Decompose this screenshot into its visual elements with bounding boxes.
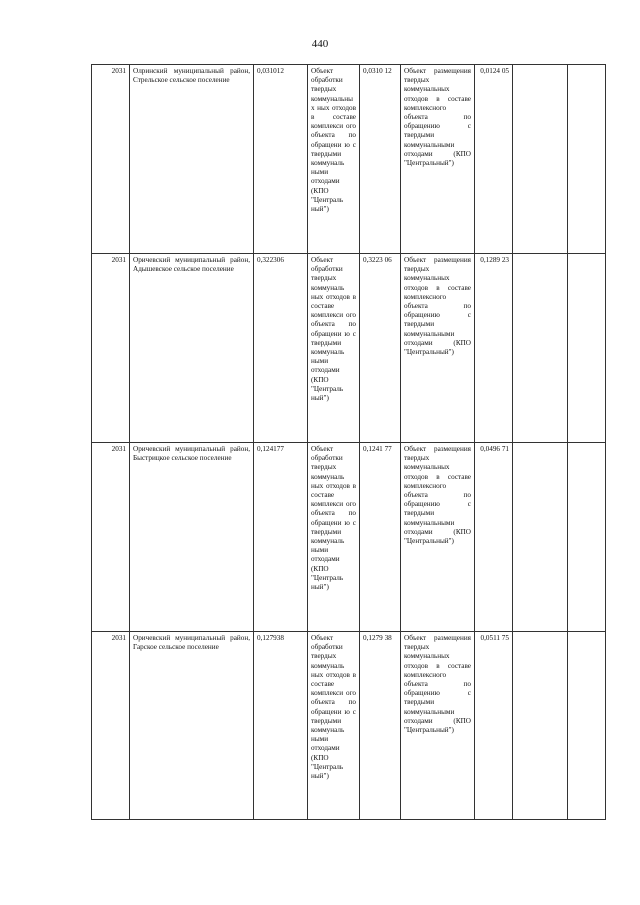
table-row — [92, 632, 606, 820]
empty-cell — [513, 443, 568, 632]
territory-cell: Оричевский муниципальный район, Гарское сельское поселение — [130, 632, 254, 820]
value1-cell: 0,031012 — [254, 65, 308, 254]
year-cell: 2031 — [92, 632, 130, 820]
value3-cell: 0,0496 71 — [475, 443, 513, 632]
value2-cell: 0,1241 77 — [360, 443, 401, 632]
empty-cell — [568, 443, 606, 632]
page-number: 440 — [311, 38, 329, 50]
empty-cell — [568, 65, 606, 254]
empty-cell — [513, 254, 568, 443]
object2-cell: Объект размещения твердых коммунальных отходов в составе комплексного объекта по обращению с твердыми коммунальными отходами (КПО "Центральный") — [401, 65, 475, 254]
object1-cell: Объект обработки твердых коммуналь ных отходов в составе комплекси ого объекта по обращени ю с твердыми коммуналь ными отходами (КПО "Централь ный") — [308, 443, 360, 632]
empty-cell — [568, 632, 606, 820]
territory-cell: Оричевский муниципальный район, Адышевское сельское поселение — [130, 254, 254, 443]
year-cell: 2031 — [92, 254, 130, 443]
object1-cell: Объект обработки твердых коммуналь ных отходов в составе комплекси ого объекта по обращени ю с твердыми коммуналь ными отходами (КПО "Централь ный") — [308, 254, 360, 443]
value3-cell: 0,0124 05 — [475, 65, 513, 254]
value1-cell: 0,127938 — [254, 632, 308, 820]
object1-cell: Объект обработки твердых коммуналь ных отходов в составе комплекси ого объекта по обращени ю с твердыми коммуналь ными отходами (КПО "Централь ный") — [308, 632, 360, 820]
data-table — [91, 64, 606, 820]
empty-cell — [513, 65, 568, 254]
table-row — [92, 443, 606, 632]
table-row — [92, 254, 606, 443]
value1-cell: 0,322306 — [254, 254, 308, 443]
empty-cell — [513, 632, 568, 820]
object2-cell: Объект размещения твердых коммунальных отходов в составе комплексного объекта по обращению с твердыми коммунальными отходами (КПО "Центральный") — [401, 632, 475, 820]
territory-cell: Олринский муниципальный район, Стрельское сельское поселение — [130, 65, 254, 254]
value3-cell: 0,0511 75 — [475, 632, 513, 820]
year-cell: 2031 — [92, 443, 130, 632]
object1-cell: Объект обработки твердых коммунальных ных отходов в составе комплекси ого объекта по обращени ю с твердыми коммуналь ными отходами (КПО "Централь ный") — [308, 65, 360, 254]
value1-cell: 0,124177 — [254, 443, 308, 632]
value2-cell: 0,3223 06 — [360, 254, 401, 443]
territory-cell: Оричевский муниципальный район, Быстрицкое сельское поселение — [130, 443, 254, 632]
year-cell: 2031 — [92, 65, 130, 254]
object2-cell: Объект размещения твердых коммунальных отходов в составе комплексного объекта по обращению с твердыми коммунальными отходами (КПО "Центральный") — [401, 443, 475, 632]
value2-cell: 0,1279 38 — [360, 632, 401, 820]
object2-cell: Объект размещения твердых коммунальных отходов в составе комплексного объекта по обращению с твердыми коммунальными отходами (КПО "Центральный") — [401, 254, 475, 443]
empty-cell — [568, 254, 606, 443]
value2-cell: 0,0310 12 — [360, 65, 401, 254]
value3-cell: 0,1289 23 — [475, 254, 513, 443]
table-row — [92, 65, 606, 254]
